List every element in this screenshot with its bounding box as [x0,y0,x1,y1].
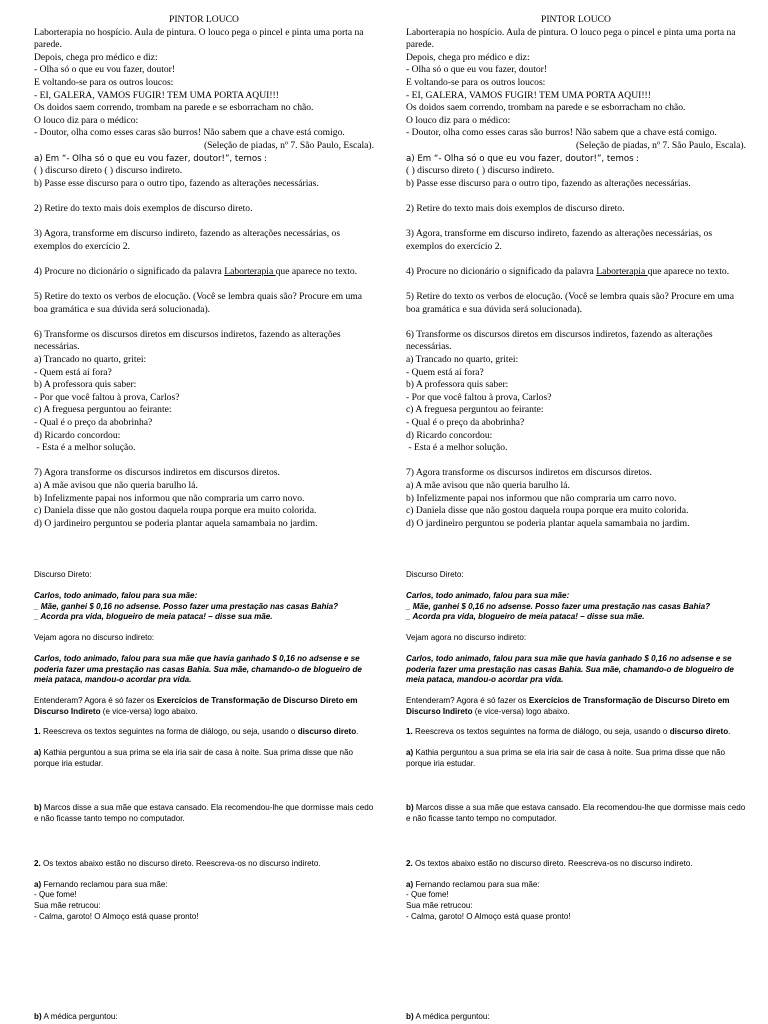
q6-item: b) A professora quis saber: [34,379,137,391]
page-title: PINTOR LOUCO [169,14,239,25]
question-a-options: ( ) discurso direto ( ) discurso indireto. [34,165,183,177]
question-b: b) Passe esse discurso para o outro tipo, fazendo as alterações necessárias. [406,177,691,189]
instructions [406,696,746,717]
story-line: Depois, chega pro médico e diz: [34,51,158,63]
exercise-text: Kathia perguntou a sua prima se ela iria sair de casa à noite. Sua prima disse que não porque iria estudar. [34,748,353,768]
dialogue-line: - Que fome! [34,890,77,900]
exercise-1b [406,803,746,824]
question-4-text-end: que aparece no texto. [275,265,358,277]
q6-item: - Por que você faltou à prova, Carlos? [406,391,552,403]
exercise-text: Marcos disse a sua mãe que estava cansado. Ela recomendou-lhe que dormisse mais cedo e não ficasse tanto tempo no computador. [34,803,374,824]
exercise-text: Os textos abaixo estão no discurso direto. Reescreva-os no discurso indireto. [40,858,321,868]
exercise-text: A médica perguntou: [41,1012,118,1021]
dialogue-line: - Calma, garoto! O Almoço está quase pronto! [34,911,199,921]
story-line: Os doidos saem correndo, trombam na parede e se esborracham no chão. [34,102,314,114]
question-a-colon: : [261,152,267,164]
exercise-label: b) [406,1012,414,1021]
direct-line: _ Acorda pra vida, blogueiro de meia pataca! – disse sua mãe. [406,612,645,622]
source-citation: (Seleção de piadas, nº 7. São Paulo, Escala). [203,139,374,151]
exercise-text: Kathia perguntou a sua prima se ela iria sair de casa à noite. Sua prima disse que não porque iria estudar. [406,748,725,768]
q7-item: b) Infelizmente papai nos informou que não compraria um carro novo. [34,492,305,504]
q6-item: - Qual é o preço da abobrinha? [34,417,153,428]
story-line: - Olha só o que eu vou fazer, doutor! [34,64,176,76]
worksheet-left-column [34,14,374,922]
exercise-text-end: . [728,727,731,737]
exercise-text: Fernando reclamou para sua mãe: [413,879,540,889]
exercise-label: a) [406,748,414,758]
q6-item: - Quem está aí fora? [34,366,112,378]
question-4-text-end: que aparece no texto. [647,265,730,277]
dialogue-line: Sua mãe retrucou: [34,901,101,910]
exercise-2 [34,859,374,870]
source-citation: (Seleção de piadas, nº 7. São Paulo, Escala). [575,139,746,151]
q6-item: - Por que você faltou à prova, Carlos? [34,391,180,403]
exercise-2a [406,880,746,891]
question-3: 3) Agora, transforme em discurso indireto, fazendo as alterações necessárias, os exemplos do exercício 2. [406,228,713,252]
question-b: b) Passe esse discurso para o outro tipo, fazendo as alterações necessárias. [34,177,319,189]
q6-item: d) Ricardo concordou: [34,429,121,441]
exercise-label: a) [406,879,414,889]
question-a-text: a) Em “- Olha só o que eu vou fazer, doutor!”, temos [34,153,262,164]
story-line: - Olha só o que eu vou fazer, doutor! [406,64,548,76]
exercise-text: Fernando reclamou para sua mãe: [41,879,168,889]
exercise-1 [406,727,746,738]
exercise-number: 1. [406,727,413,737]
instructions-bold: Exercícios de Transformação de Discurso Direto em Discurso Indireto [406,695,730,716]
exercise-1a [34,748,374,769]
instructions-bold: Exercícios de Transformação de Discurso Direto em Discurso Indireto [34,695,358,716]
question-5: 5) Retire do texto os verbos de elocução. (Você se lembra quais são? Procure em uma boa gramática e sua dúvida será solucionada). [34,291,363,315]
exercise-bold: discurso direto [297,727,357,737]
worksheet-right-column [406,14,746,922]
exercise-2b [34,1012,118,1023]
question-5: 5) Retire do texto os verbos de elocução. (Você se lembra quais são? Procure em uma boa gramática e sua dúvida será solucionada). [406,291,735,315]
exercise-label: a) [34,879,42,889]
story-line: O louco diz para o médico: [34,114,139,126]
exercise-2a [34,880,374,891]
exercise-text: Reescreva os textos seguintes na forma de diálogo, ou seja, usando o [412,727,670,737]
q6-item: d) Ricardo concordou: [406,429,493,441]
q7-item: b) Infelizmente papai nos informou que não compraria um carro novo. [406,492,677,504]
discourse-section [406,570,746,922]
dialogue-line: - Calma, garoto! O Almoço está quase pronto! [406,911,571,921]
q6-item: - Qual é o preço da abobrinha? [406,417,525,428]
vocabulary-word: Laborterapia [224,265,276,277]
question-a [34,153,374,166]
question-4-text: 4) Procure no dicionário o significado da palavra [406,265,597,277]
instructions-text: Entenderam? Agora é só fazer os [406,695,529,705]
exercise-text: Marcos disse a sua mãe que estava cansado. Ela recomendou-lhe que dormisse mais cedo e não ficasse tanto tempo no computador. [406,803,746,824]
dialogue-line: Sua mãe retrucou: [406,901,473,910]
q6-item: c) A freguesa perguntou ao feirante: [34,404,172,416]
indirect-heading: Vejam agora no discurso indireto: [406,633,527,643]
story-line: - Doutor, olha como esses caras são burros! Não sabem que a chave está comigo. [406,127,717,139]
vocabulary-word: Laborterapia [596,265,648,277]
exercise-number: 2. [34,858,41,868]
exercise-text: Os textos abaixo estão no discurso direto. Reescreva-os no discurso indireto. [412,858,693,868]
exercise-1b [34,803,374,824]
exercise-1 [34,727,374,738]
exercise-label: b) [34,803,42,813]
question-6: 6) Transforme os discursos diretos em discursos indiretos, fazendo as alterações necessárias. [406,328,713,353]
story-line: - EI, GALERA, VAMOS FUGIR! TEM UMA PORTA AQUI!!! [406,89,651,101]
exercise-2b [406,1012,490,1023]
exercise-number: 1. [34,727,41,737]
q7-item: a) A mãe avisou que não queria barulho lá. [406,479,570,491]
dialogue-line: - Que fome! [406,890,449,900]
story-line: Laborterapia no hospício. Aula de pintura. O louco pega o pincel e pinta uma porta na parede. [406,26,736,51]
exercise-label: b) [406,803,414,813]
q7-item: d) O jardineiro perguntou se poderia plantar aquela samambaia no jardim. [406,517,690,529]
q6-item: a) Trancado no quarto, gritei: [406,354,519,366]
exercise-number: 2. [406,858,413,868]
instructions [34,696,374,717]
indirect-heading: Vejam agora no discurso indireto: [34,633,155,643]
indirect-text: Carlos, todo animado, falou para sua mãe que havia ganhado $ 0,16 no adsense e se poderia fazer uma prestação nas casas Bahia. Sua mãe, chamando-o de blogueiro de meia pataca, mandou-o acordar pra vida. [406,653,734,685]
discourse-section [34,570,374,922]
q7-item: a) A mãe avisou que não queria barulho lá. [34,479,198,491]
q7-item: c) Daniela disse que não gostou daquela roupa porque era muito colorida. [406,505,689,517]
exercise-text: A médica perguntou: [413,1012,490,1021]
q7-item: d) O jardineiro perguntou se poderia plantar aquela samambaia no jardim. [34,517,318,529]
indirect-text: Carlos, todo animado, falou para sua mãe que havia ganhado $ 0,16 no adsense e se poderia fazer uma prestação nas casas Bahia. Sua mãe, chamando-o de blogueiro de meia pataca, mandou-o acordar pra vida. [34,653,362,685]
q6-item: - Esta é a melhor solução. [406,442,508,454]
story-line: - EI, GALERA, VAMOS FUGIR! TEM UMA PORTA AQUI!!! [34,89,279,101]
exercise-text-end: . [356,727,359,737]
question-4 [406,266,746,279]
q6-item: - Quem está aí fora? [406,366,484,378]
exercise-bold: discurso direto [669,727,729,737]
story-line: Laborterapia no hospício. Aula de pintura. O louco pega o pincel e pinta uma porta na parede. [34,26,364,51]
question-a-text: a) Em “- Olha só o que eu vou fazer, doutor!”, temos [406,153,634,164]
question-a [406,153,746,166]
direct-line: Carlos, todo animado, falou para sua mãe: [406,591,570,601]
page-title: PINTOR LOUCO [541,14,611,25]
q6-item: c) A freguesa perguntou ao feirante: [406,404,544,416]
question-2: 2) Retire do texto mais dois exemplos de discurso direto. [34,202,253,214]
question-7: 7) Agora transforme os discursos indiretos em discursos diretos. [34,467,280,479]
instructions-text-end: (e vice-versa) logo abaixo. [472,706,570,716]
story-line: O louco diz para o médico: [406,114,511,126]
q6-item: b) A professora quis saber: [406,379,509,391]
question-a-options: ( ) discurso direto ( ) discurso indireto. [406,165,555,177]
story-line: - Doutor, olha como esses caras são burros! Não sabem que a chave está comigo. [34,127,345,139]
story-line: Depois, chega pro médico e diz: [406,51,530,63]
exercise-text: Reescreva os textos seguintes na forma de diálogo, ou seja, usando o [40,727,298,737]
direct-heading: Discurso Direto: [406,570,464,580]
question-4 [34,266,374,279]
instructions-text: Entenderam? Agora é só fazer os [34,695,157,705]
exercise-2 [406,859,746,870]
q7-item: c) Daniela disse que não gostou daquela roupa porque era muito colorida. [34,505,317,517]
direct-line: _ Acorda pra vida, blogueiro de meia pataca! – disse sua mãe. [34,612,273,622]
joke-section [34,14,374,530]
question-6: 6) Transforme os discursos diretos em discursos indiretos, fazendo as alterações necessárias. [34,328,341,353]
story-line: Os doidos saem correndo, trombam na parede e se esborracham no chão. [406,102,686,114]
question-2: 2) Retire do texto mais dois exemplos de discurso direto. [406,202,625,214]
exercise-1a [406,748,746,769]
joke-section [406,14,746,530]
direct-line: _ Mãe, ganhei $ 0,16 no adsense. Posso fazer uma prestação nas casas Bahia? [34,601,339,611]
instructions-text-end: (e vice-versa) logo abaixo. [100,706,198,716]
q6-item: - Esta é a melhor solução. [34,442,136,454]
question-3: 3) Agora, transforme em discurso indireto, fazendo as alterações necessárias, os exemplos do exercício 2. [34,228,341,252]
question-7: 7) Agora transforme os discursos indiretos em discursos diretos. [406,467,652,479]
exercise-label: a) [34,748,42,758]
story-line: E voltando-se para os outros loucos: [406,76,546,88]
question-4-text: 4) Procure no dicionário o significado da palavra [34,265,225,277]
direct-heading: Discurso Direto: [34,570,92,580]
exercise-label: b) [34,1012,42,1021]
direct-line: _ Mãe, ganhei $ 0,16 no adsense. Posso fazer uma prestação nas casas Bahia? [406,601,711,611]
direct-line: Carlos, todo animado, falou para sua mãe: [34,591,198,601]
story-line: E voltando-se para os outros loucos: [34,76,174,88]
question-a-colon: : [633,152,639,164]
q6-item: a) Trancado no quarto, gritei: [34,354,147,366]
